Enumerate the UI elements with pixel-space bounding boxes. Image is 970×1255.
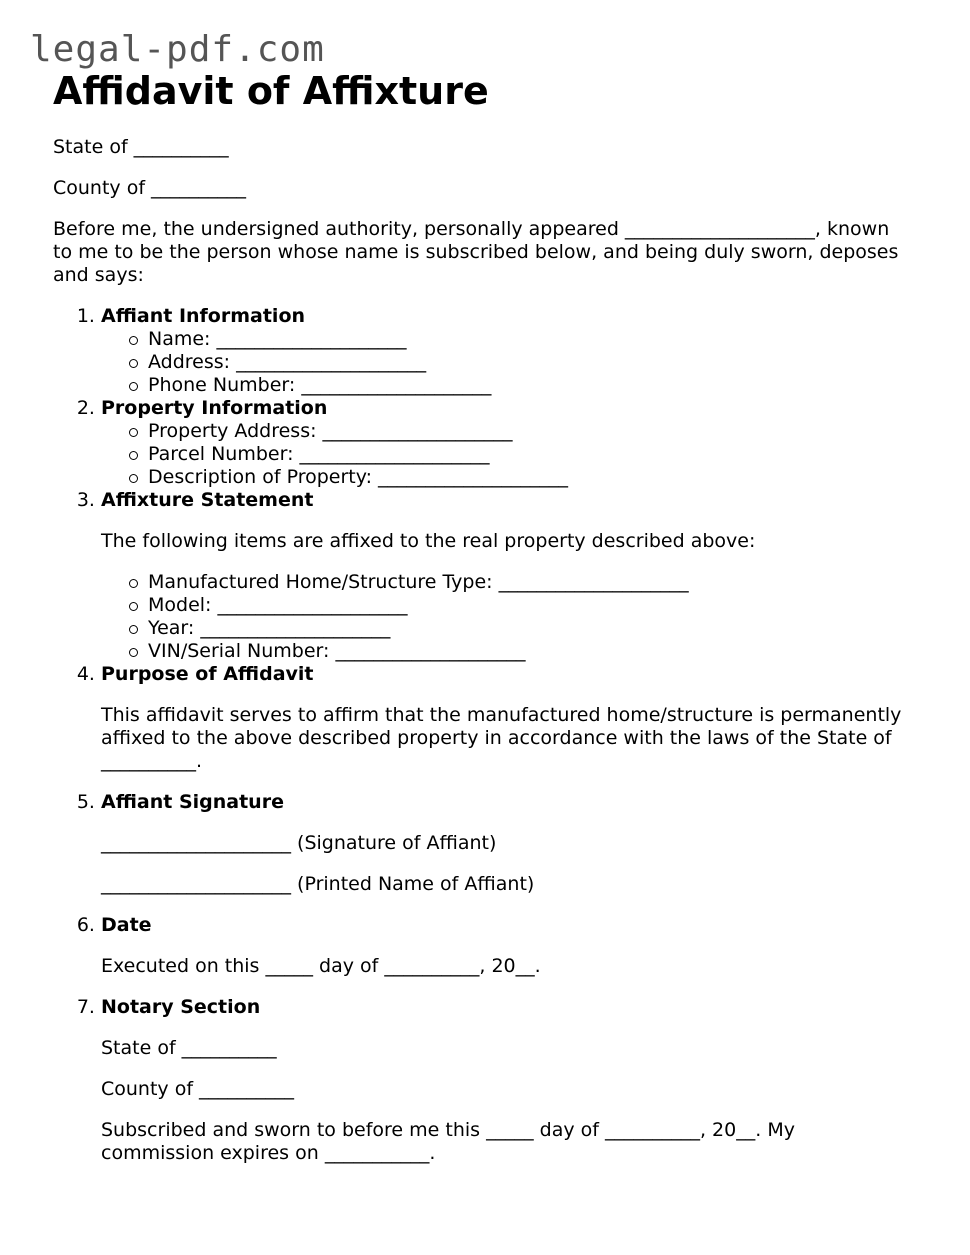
section-text: Executed on this _____ day of __________, 20__. xyxy=(101,955,541,977)
field-name: Name: ____________________ xyxy=(148,328,913,351)
section-heading: Date xyxy=(101,914,152,936)
section-heading: Affiant Information xyxy=(101,305,306,327)
field-property-description: Description of Property: ____________________ xyxy=(148,466,913,489)
field-phone-number: Phone Number: ____________________ xyxy=(148,374,913,397)
section-text: Subscribed and sworn to before me this _____ day of __________, 20__. My commission expires on ___________. xyxy=(101,1119,795,1164)
document-title: Affidavit of Affixture xyxy=(53,69,489,113)
field-list xyxy=(101,420,913,489)
field-address: Address: ____________________ xyxy=(148,351,913,374)
section-heading: Affixture Statement xyxy=(101,489,314,511)
intro-county-line: County of __________ xyxy=(53,177,247,199)
sections-list xyxy=(53,305,913,1165)
document xyxy=(53,68,913,1183)
section-text: This affidavit serves to affirm that the manufactured home/structure is permanently affixed to the above described property in accordance with the laws of the State of __________. xyxy=(101,704,902,772)
field-vin-serial-number: VIN/Serial Number: ____________________ xyxy=(148,640,913,663)
section-date xyxy=(101,914,913,978)
section-affiant-information xyxy=(101,305,913,397)
section-notary xyxy=(101,996,913,1165)
section-affixture-statement xyxy=(101,489,913,663)
notary-county-line: County of __________ xyxy=(101,1078,295,1100)
field-parcel-number: Parcel Number: ____________________ xyxy=(148,443,913,466)
section-property-information xyxy=(101,397,913,489)
printed-name-line: ____________________ (Printed Name of Affiant) xyxy=(101,873,535,895)
section-heading: Property Information xyxy=(101,397,328,419)
field-list xyxy=(101,328,913,397)
field-structure-type: Manufactured Home/Structure Type: ____________________ xyxy=(148,571,913,594)
section-heading: Purpose of Affidavit xyxy=(101,663,314,685)
notary-state-line: State of __________ xyxy=(101,1037,277,1059)
section-affiant-signature xyxy=(101,791,913,896)
field-list xyxy=(101,571,913,663)
section-purpose-of-affidavit xyxy=(101,663,913,773)
intro-appearance-paragraph: Before me, the undersigned authority, personally appeared ____________________, known to me to be the person whose name is subscribed below, and being duly sworn, deposes and says: xyxy=(53,218,899,286)
field-year: Year: ____________________ xyxy=(148,617,913,640)
field-property-address: Property Address: ____________________ xyxy=(148,420,913,443)
section-heading: Notary Section xyxy=(101,996,261,1018)
field-model: Model: ____________________ xyxy=(148,594,913,617)
signature-line: ____________________ (Signature of Affiant) xyxy=(101,832,497,854)
intro-state-line: State of __________ xyxy=(53,136,229,158)
section-text: The following items are affixed to the real property described above: xyxy=(101,530,756,552)
watermark: legal-pdf.com xyxy=(30,29,325,70)
section-heading: Affiant Signature xyxy=(101,791,284,813)
